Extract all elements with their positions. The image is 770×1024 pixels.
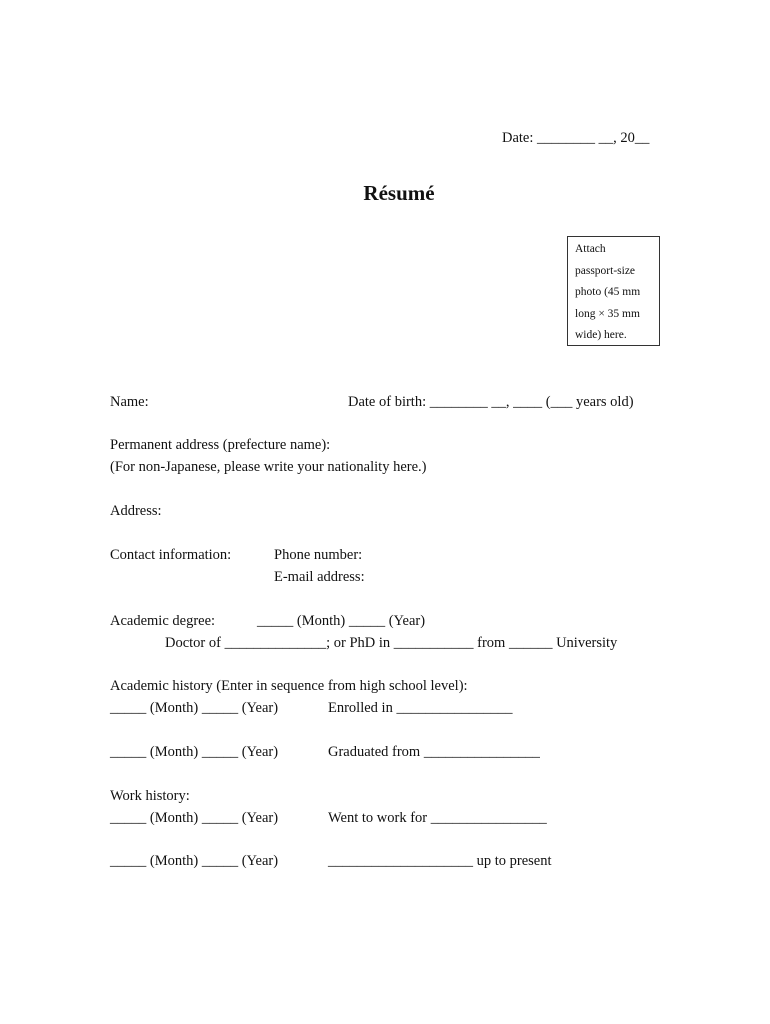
work-history-date: _____ (Month) _____ (Year) <box>110 810 279 826</box>
academic-history-date: _____ (Month) _____ (Year) <box>110 744 279 760</box>
photo-instruction-line: passport-size <box>575 264 636 277</box>
photo-instruction-line: Attach <box>575 243 606 255</box>
phone-number-label: Phone number: <box>274 547 363 563</box>
academic-history-label: Academic history (Enter in sequence from high school level): <box>110 678 468 694</box>
academic-degree-label: Academic degree: <box>110 613 216 629</box>
academic-degree-detail: Doctor of ______________; or PhD in ___________ from ______ University <box>165 635 618 651</box>
photo-instruction-line: long × 35 mm <box>575 307 640 320</box>
photo-instruction-line: wide) here. <box>575 329 627 342</box>
work-history-date: _____ (Month) _____ (Year) <box>110 853 279 869</box>
date-line: Date: ________ __, 20__ <box>502 130 650 146</box>
contact-information-label: Contact information: <box>110 547 232 563</box>
academic-history-entry: Enrolled in ________________ <box>328 700 513 716</box>
email-address-label: E-mail address: <box>274 569 365 585</box>
name-label: Name: <box>110 394 149 410</box>
academic-degree-date: _____ (Month) _____ (Year) <box>257 613 426 629</box>
work-history-entry: ____________________ up to present <box>328 853 552 869</box>
academic-history-date: _____ (Month) _____ (Year) <box>110 700 279 716</box>
nationality-note: (For non-Japanese, please write your nationality here.) <box>110 459 427 475</box>
page-title: Résumé <box>363 181 435 205</box>
photo-placeholder-box <box>567 236 660 346</box>
date-of-birth-line: Date of birth: ________ __, ____ (___ years old) <box>348 394 634 410</box>
photo-instruction-line: photo (45 mm <box>575 286 641 299</box>
work-history-label: Work history: <box>110 788 190 804</box>
address-label: Address: <box>110 503 162 519</box>
academic-history-entry: Graduated from ________________ <box>328 744 540 760</box>
work-history-entry: Went to work for ________________ <box>328 810 547 826</box>
permanent-address-label: Permanent address (prefecture name): <box>110 437 331 453</box>
